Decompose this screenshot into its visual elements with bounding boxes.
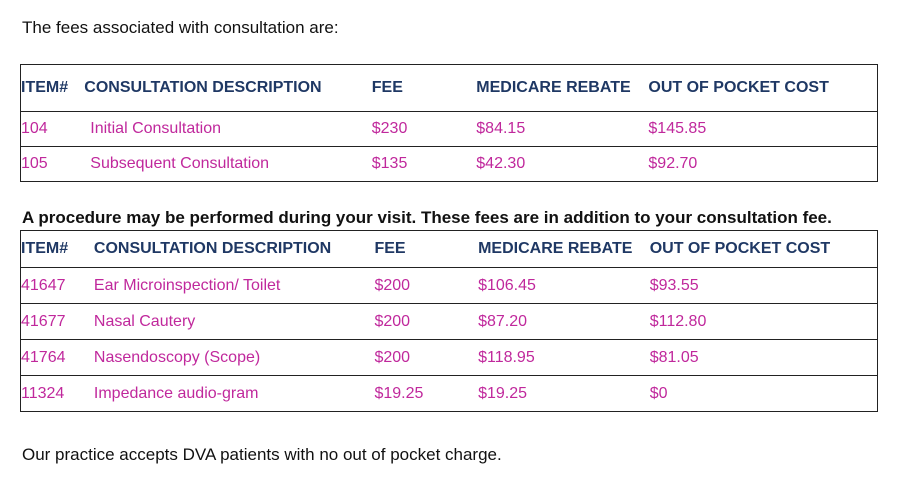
cell-description: Impedance audio-gram: [93, 384, 259, 402]
cell-item: 105: [21, 155, 48, 172]
cell-rebate: $106.45: [478, 276, 536, 294]
cell-item: 41677: [21, 312, 66, 330]
intro-text: The fees associated with consultation are:: [22, 18, 339, 37]
cell-description: Nasal Cautery: [93, 312, 196, 330]
header-out-of-pocket: OUT OF POCKET COST: [649, 240, 831, 257]
procedure-note: A procedure may be performed during your visit. These fees are in addition to your consultation fee.: [22, 208, 832, 227]
cell-fee: $19.25: [374, 384, 424, 402]
table-row: [21, 147, 878, 182]
table-row: [21, 340, 878, 376]
cell-out-of-pocket: $112.80: [649, 312, 707, 330]
table-row: [21, 268, 878, 304]
cell-item: 41647: [21, 276, 66, 294]
cell-fee: $135: [371, 155, 408, 172]
cell-out-of-pocket: $92.70: [648, 155, 698, 172]
header-out-of-pocket: OUT OF POCKET COST: [648, 79, 829, 96]
cell-rebate: $84.15: [476, 120, 526, 137]
cell-item: 41764: [21, 348, 66, 366]
table-header-row: [21, 231, 878, 268]
header-fee: FEE: [371, 79, 403, 96]
cell-rebate: $19.25: [478, 384, 528, 402]
cell-out-of-pocket: $93.55: [649, 276, 699, 294]
cell-out-of-pocket: $81.05: [649, 348, 699, 366]
cell-description: Subsequent Consultation: [90, 155, 270, 172]
cell-item: 104: [21, 120, 48, 137]
cell-rebate: $87.20: [478, 312, 528, 330]
cell-description: Ear Microinspection/ Toilet: [93, 276, 281, 294]
table-row: [21, 304, 878, 340]
header-description: CONSULTATION DESCRIPTION: [84, 79, 322, 96]
consultation-fees-table: [20, 64, 878, 182]
procedure-fees-table: [20, 230, 878, 412]
cell-description: Initial Consultation: [90, 120, 222, 137]
header-description: CONSULTATION DESCRIPTION: [93, 240, 332, 257]
table-row: [21, 112, 878, 147]
table-header-row: [21, 65, 878, 112]
cell-description: Nasendoscopy (Scope): [93, 348, 261, 366]
header-fee: FEE: [374, 240, 406, 257]
cell-out-of-pocket: $0: [649, 384, 668, 402]
cell-rebate: $42.30: [476, 155, 526, 172]
header-rebate: MEDICARE REBATE: [476, 79, 631, 96]
cell-fee: $200: [374, 312, 411, 330]
header-item: ITEM#: [21, 79, 69, 96]
footer-text: Our practice accepts DVA patients with no out of pocket charge.: [22, 445, 502, 464]
header-rebate: MEDICARE REBATE: [478, 240, 633, 257]
cell-out-of-pocket: $145.85: [648, 120, 707, 137]
cell-fee: $200: [374, 276, 411, 294]
cell-item: 11324: [21, 384, 65, 402]
cell-fee: $230: [371, 120, 408, 137]
cell-rebate: $118.95: [478, 348, 535, 366]
cell-fee: $200: [374, 348, 411, 366]
table-row: [21, 376, 878, 412]
header-item: ITEM#: [21, 240, 69, 257]
